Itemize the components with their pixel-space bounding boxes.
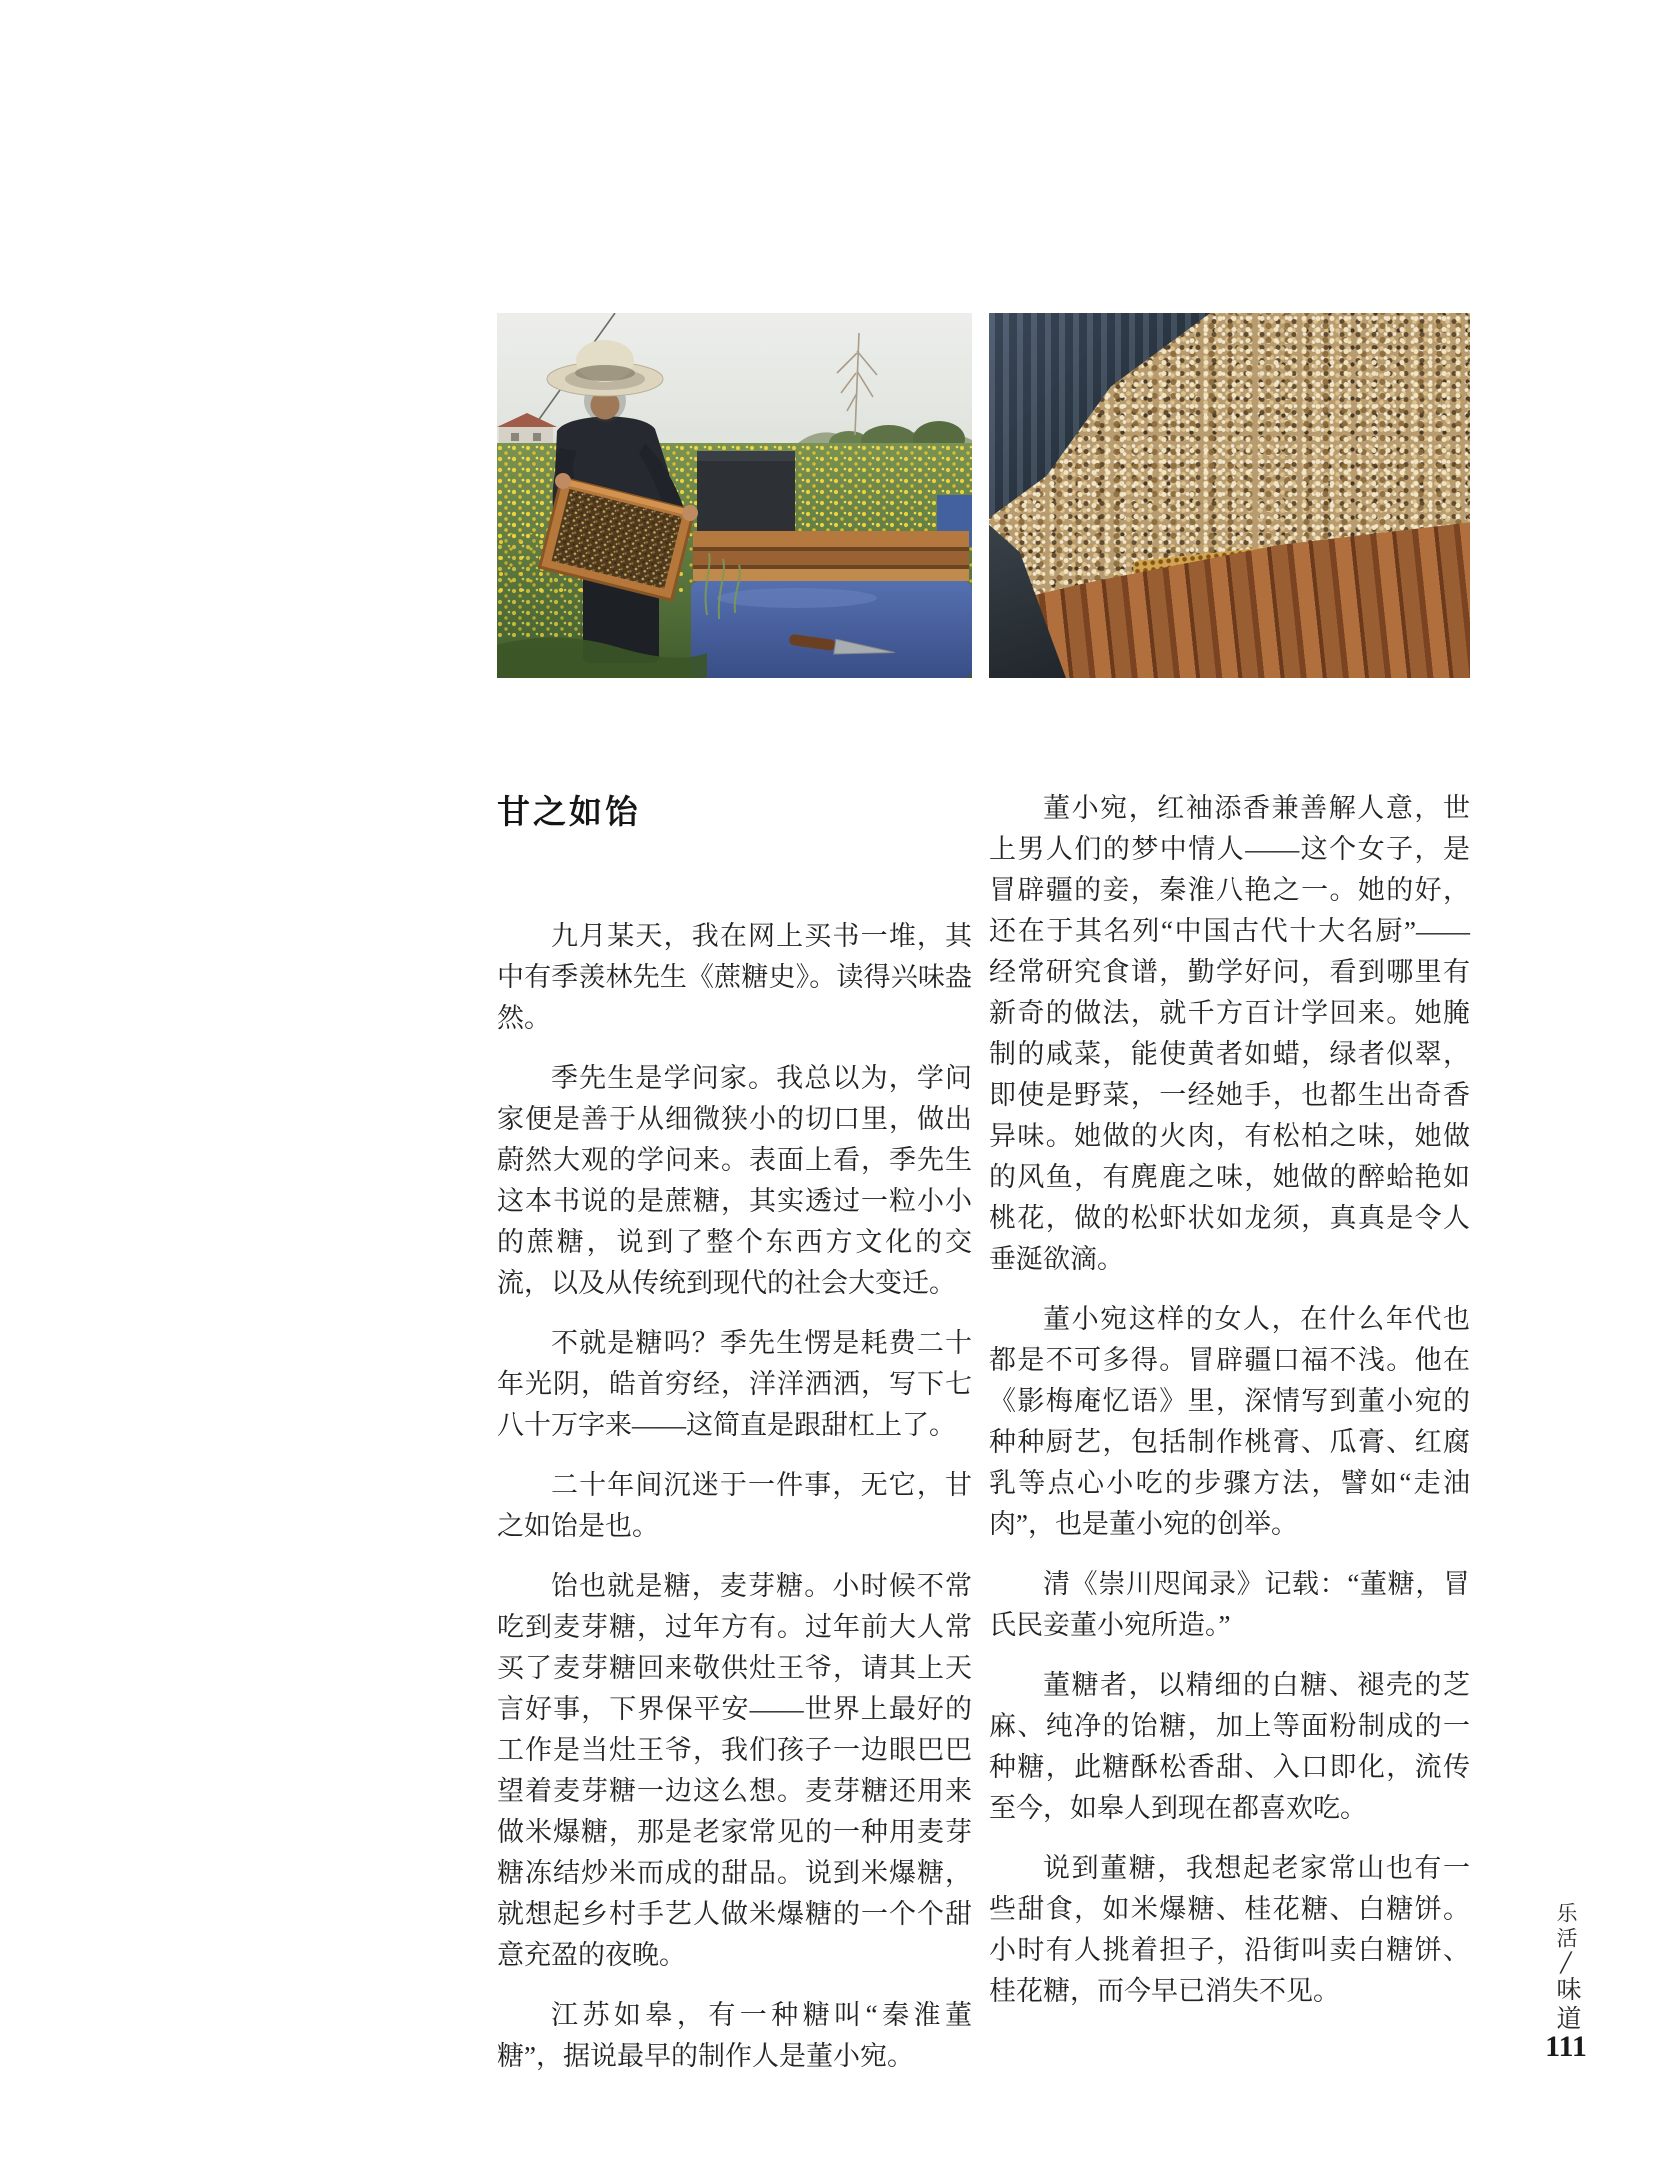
paragraph: 董糖者，以精细的白糖、褪壳的芝麻、纯净的饴糖，加上等面粉制成的一种糖，此糖酥松香甜、入口即化，流传至今，如皋人到现在都喜欢吃。: [989, 1670, 1470, 1823]
paragraph: 不就是糖吗？季先生愣是耗费二十年光阴，皓首穷经，洋洋洒洒，写下七八十万字来——这简直是跟甜杠上了。: [497, 1328, 972, 1440]
paragraph: 说到董糖，我想起老家常山也有一些甜食，如米爆糖、桂花糖、白糖饼。小时有人挑着担子，沿街叫卖白糖饼、桂花糖，而今早已消失不见。: [989, 1853, 1470, 2006]
paragraph: 饴也就是糖，麦芽糖。小时候不常吃到麦芽糖，过年方有。过年前大人常买了麦芽糖回来敬供灶王爷，请其上天言好事，下界保平安——世界上最好的工作是当灶王爷，我们孩子一边眼巴巴望着麦芽糖一边这么想。麦芽糖还用来做米爆糖，那是老家常见的一种用麦芽糖冻结炒米而成的甜品。说到米爆糖，就想起乡村手艺人做米爆糖的一个个甜意充盈的夜晚。: [497, 1571, 972, 1970]
section-marker: [1548, 1902, 1584, 2034]
paragraph: 季先生是学问家。我总以为，学问家便是善于从细微狭小的切口里，做出蔚然大观的学问来。表面上看，季先生这本书说的是蔗糖，其实透过一粒小小的蔗糖，说到了整个东西方文化的交流，以及从传统到现代的社会大变迁。: [497, 1063, 972, 1298]
paragraph: 二十年间沉迷于一件事，无它，甘之如饴是也。: [497, 1470, 972, 1541]
paragraph: 九月某天，我在网上买书一堆，其中有季羡林先生《蔗糖史》。读得兴味盎然。: [497, 921, 972, 1033]
photo-bees-shadow-area: [989, 313, 1210, 576]
article-title: 甘之如饴: [497, 795, 641, 831]
photo-beekeeper-illustration: [497, 313, 972, 678]
page-number: 111: [1545, 2030, 1587, 2063]
section-label-top: 乐活: [1554, 1902, 1578, 1952]
paragraph: 董小宛这样的女人，在什么年代也都是不可多得。冒辟疆口福不浅。他在《影梅庵忆语》里，深情写到董小宛的种种厨艺，包括制作桃膏、瓜膏、红腐乳等点心小吃的步骤方法，譬如“走油肉”，也是董小宛的创举。: [989, 1304, 1470, 1539]
section-label-bottom: 味道: [1553, 1976, 1580, 2034]
article-column-right: [989, 788, 1470, 2012]
paragraph: 董小宛，红袖添香兼善解人意，世上男人们的梦中情人——这个女子，是冒辟疆的妾，秦淮八艳之一。她的好，还在于其名列“中国古代十大名厨”——经常研究食谱，勤学好问，看到哪里有新奇的做法，就千方百计学回来。她腌制的咸菜，能使黄者如蜡，绿者似翠，即使是野菜，一经她手，也都生出奇香异味。她做的火肉，有松柏之味，她做的风鱼，有麂鹿之味，她做的醉蛤艳如桃花，做的松虾状如龙须，真真是令人垂涎欲滴。: [989, 793, 1470, 1274]
photo-bees-wood-planks: [989, 488, 1470, 678]
photo-bees-closeup: [989, 313, 1470, 678]
paragraph: 江苏如皋，有一种糖叫“秦淮董糖”，据说最早的制作人是董小宛。: [497, 2000, 972, 2071]
slash-divider: ╱: [1560, 1953, 1572, 1974]
article-column-left: [497, 916, 972, 2077]
paragraph: 清《崇川咫闻录》记载：“董糖，冒氏民妾董小宛所造。”: [989, 1569, 1470, 1640]
photo-beekeeper: [497, 313, 972, 678]
